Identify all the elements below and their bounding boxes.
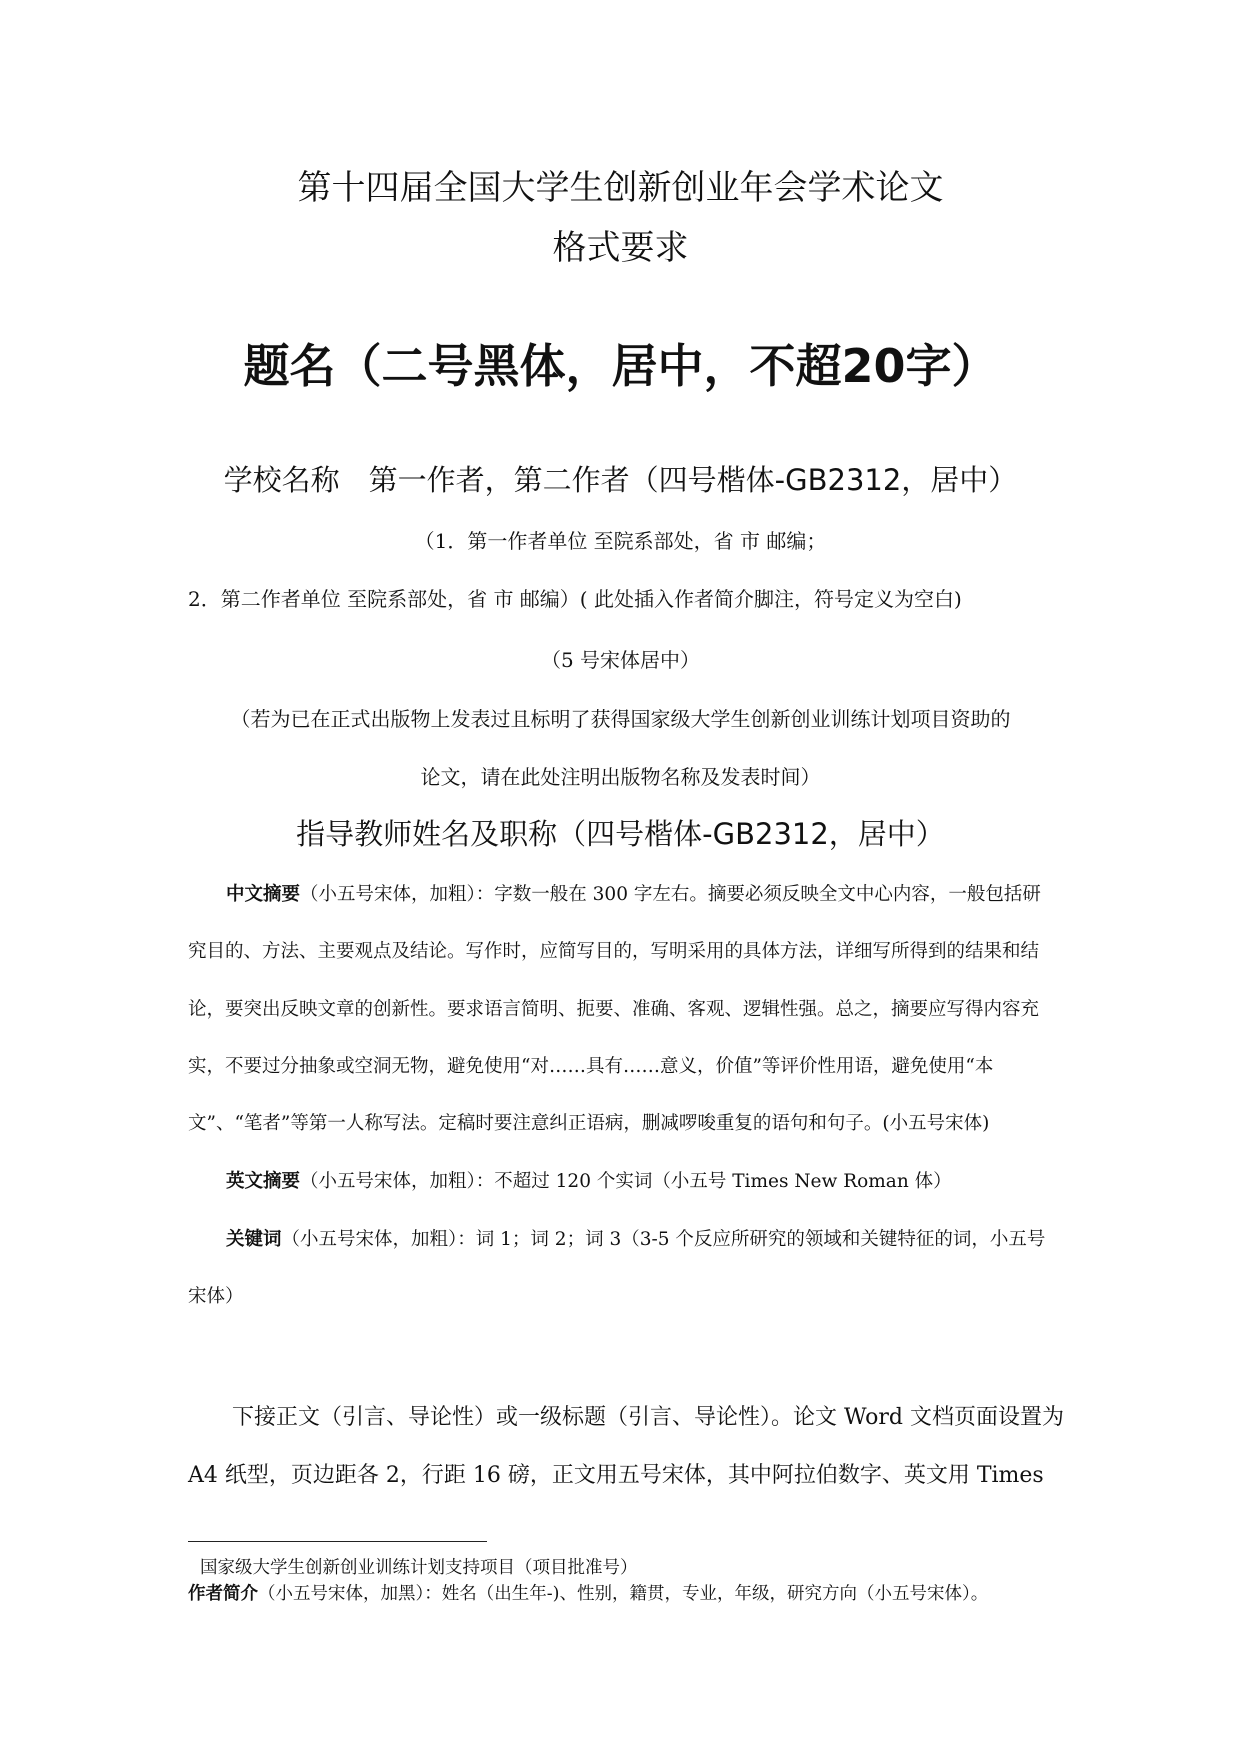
abstract-cn-line-2: 究目的、方法、主要观点及结论。写作时，应简写目的，写明采用的具体方法，详细写所得到的结果和结 bbox=[188, 941, 1040, 962]
abstract-en-label: 英文摘要 bbox=[226, 1171, 301, 1192]
abstract-cn-line-4: 实，不要过分抽象或空洞无物，避免使用“对……具有……意义，价值”等评价性用语，避免使用“本 bbox=[188, 1056, 994, 1077]
author-bio-label: 作者简介 bbox=[188, 1584, 258, 1604]
affiliation-format-note: （5 号宋体居中） bbox=[540, 648, 701, 672]
body-text-line-2: A4 纸型，页边距各 2，行距 16 磅，正文用五号宋体，其中阿拉伯数字、英文用 Times bbox=[188, 1463, 1044, 1488]
keywords-line-2: 宋体） bbox=[188, 1286, 244, 1307]
abstract-en-line: 英文摘要（小五号宋体，加粗）：不超过 120 个实词（小五号 Times New Roman 体） bbox=[226, 1171, 952, 1192]
abstract-cn-line-5: 文”、“笔者”等第一人称写法。定稿时要注意纠正语病，删减啰唆重复的语句和句子。(小五号宋体) bbox=[188, 1113, 990, 1134]
footnote-author-bio: 作者简介（小五号宋体，加黑）：姓名（出生年-)、性别，籍贯，专业，年级，研究方向（小五号宋体）。 bbox=[188, 1584, 989, 1604]
abstract-cn-label: 中文摘要 bbox=[226, 884, 301, 905]
paper-title: 题名（二号黑体，居中，不超20字） bbox=[243, 339, 998, 393]
advisor-line: 指导教师姓名及职称（四号楷体-GB2312，居中） bbox=[296, 817, 945, 851]
publication-note-line-2: 论文，请在此处注明出版物名称及发表时间） bbox=[420, 765, 821, 789]
format-requirements-heading: 格式要求 bbox=[552, 228, 689, 268]
affiliation-1: （1．第一作者单位 至院系部处，省 市 邮编； bbox=[414, 529, 827, 553]
publication-note-line-1: （若为已在正式出版物上发表过且标明了获得国家级大学生创新创业训练计划项目资助的 bbox=[230, 707, 1011, 731]
authors-line: 学校名称 第一作者，第二作者（四号楷体-GB2312，居中） bbox=[223, 463, 1018, 497]
conference-heading: 第十四届全国大学生创新创业年会学术论文 bbox=[297, 168, 944, 208]
footnote-project-line: 国家级大学生创新创业训练计划支持项目（项目批准号） bbox=[200, 1558, 638, 1578]
keywords-label: 关键词 bbox=[226, 1229, 282, 1250]
affiliation-2: 2．第二作者单位 至院系部处，省 市 邮编）( 此处插入作者简介脚注，符号定义为空白) bbox=[188, 587, 962, 611]
abstract-cn-line-1: 中文摘要（小五号宋体，加粗）：字数一般在 300 字左右。摘要必须反映全文中心内容，一般包括研 bbox=[226, 884, 1041, 905]
footnote-separator bbox=[188, 1541, 487, 1542]
abstract-cn-line-3: 论，要突出反映文章的创新性。要求语言简明、扼要、准确、客观、逻辑性强。总之，摘要应写得内容充 bbox=[188, 999, 1040, 1020]
keywords-line-1: 关键词（小五号宋体，加粗）：词 1；词 2；词 3（3-5 个反应所研究的领域和关键特征的词，小五号 bbox=[226, 1229, 1046, 1250]
body-text-line-1: 下接正文（引言、导论性）或一级标题（引言、导论性）。论文 Word 文档页面设置为 bbox=[232, 1405, 1064, 1430]
